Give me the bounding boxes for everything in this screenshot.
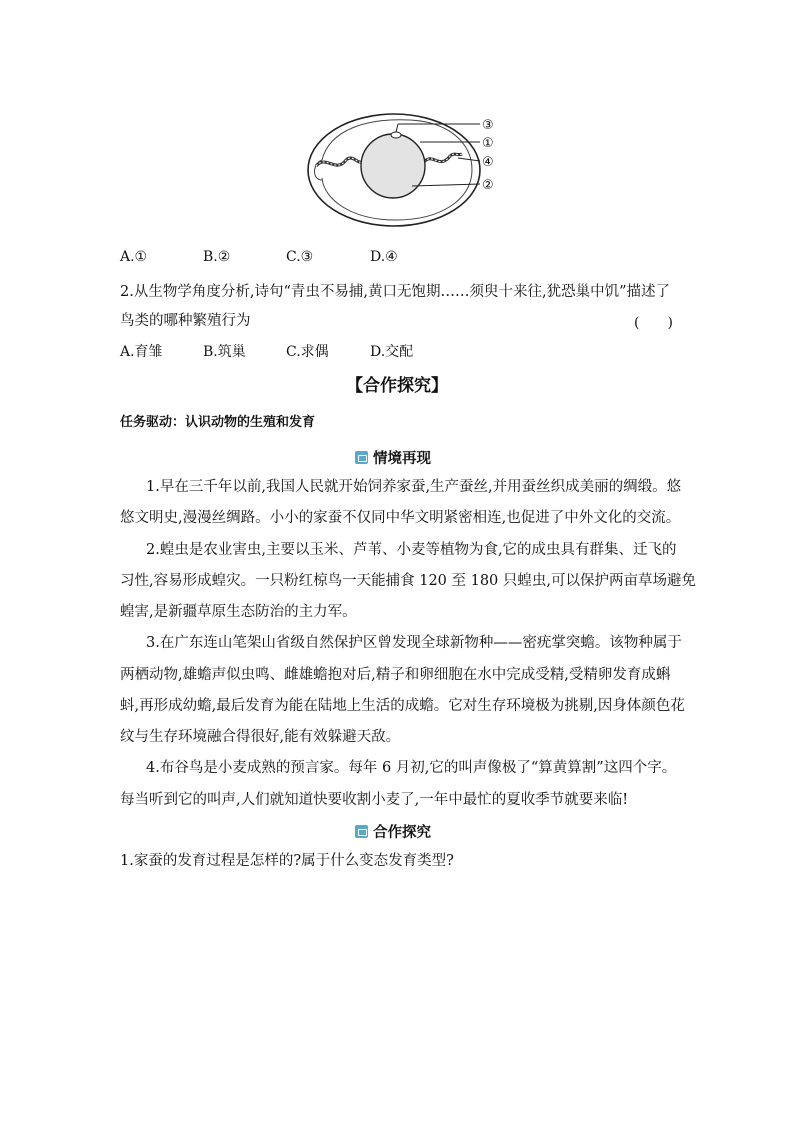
scenario-line: 习性,容易形成蝗灾。一只粉红椋鸟一天能捕食 120 至 180 只蝗虫,可以保护两亩草场避免 [120,573,697,589]
diagram-label: ① [482,136,494,151]
scenario-heading [355,446,431,468]
scenario-line: 蚪,再形成幼蟾,最后发育为能在陆地上生活的成蟾。它对生存环境极为挑剔,因身体颜色花 [120,698,685,714]
scenario-line: 1.早在三千年以前,我国人民就开始饲养家蚕,生产蚕丝,并用蚕丝织成美丽的绸缎。悠 [146,479,682,495]
explore-heading-text: 合作探究 [373,824,431,841]
scenario-line: 4.布谷鸟是小麦成熟的预言家。每年 6 月初,它的叫声像极了“算黄算割”这四个字。 [146,760,677,776]
scenario-line: 每当听到它的叫声,人们就知道快要收割小麦了,一年中最忙的夏收季节就要来临! [120,792,629,808]
q2-stem-line2: 鸟类的哪种繁殖行为 [120,313,251,329]
q2-option-c[interactable]: C.求偶 [286,344,329,360]
yolk [361,134,425,198]
q1-option-b[interactable]: B.② [203,249,231,265]
diagram-label: ② [482,178,494,193]
scenario-heading-text: 情境再现 [373,450,431,467]
scenario-line: 悠文明史,漫漫丝绸路。小小的家蚕不仅同中华文明紧密相连,也促进了中外文化的交流。 [120,510,681,526]
q1-option-c[interactable]: C.③ [286,249,314,265]
q2-option-d[interactable]: D.交配 [370,344,414,360]
section-title: 【合作探究】 [346,376,448,396]
q2-option-a[interactable]: A.育雏 [120,344,163,360]
scenario-line: 3.在广东连山笔架山省级自然保护区曾发现全球新物种——密疣掌突蟾。该物种属于 [146,635,682,651]
q2-stem-line1: 2.从生物学角度分析,诗句“青虫不易捕,黄口无饱期……须臾十来往,犹恐巢中饥”描述了 [120,284,670,300]
scenario-line: 纹与生存环境融合得很好,能有效躲避天敌。 [120,729,401,745]
diagram-label: ④ [482,155,494,170]
bird-egg-diagram [300,108,510,238]
task-driver: 任务驱动：认识动物的生殖和发育 [120,415,316,430]
scenario-line: 蝗害,是新疆草原生态防治的主力军。 [120,604,357,620]
q1-option-d[interactable]: D.④ [370,249,398,265]
scenario-icon [355,451,368,464]
explore-heading [355,820,431,842]
scenario-line: 2.蝗虫是农业害虫,主要以玉米、芦苇、小麦等植物为食,它的成虫具有群集、迁飞的 [146,542,677,558]
q2-option-b[interactable]: B.筑巢 [203,344,246,360]
explore-question-1: 1.家蚕的发育过程是怎样的?属于什么变态发育类型? [120,853,454,869]
explore-icon [355,825,368,838]
q1-option-a[interactable]: A.① [120,249,148,265]
germinal-disc [391,132,401,138]
q2-answer-paren[interactable]: ( ) [634,315,673,331]
scenario-line: 两栖动物,雄蟾声似虫鸣、雌雄蟾抱对后,精子和卵细胞在水中完成受精,受精卵发育成蝌 [120,667,671,683]
diagram-label: ③ [482,118,494,133]
q2-options [120,342,413,362]
q1-options [120,247,398,267]
